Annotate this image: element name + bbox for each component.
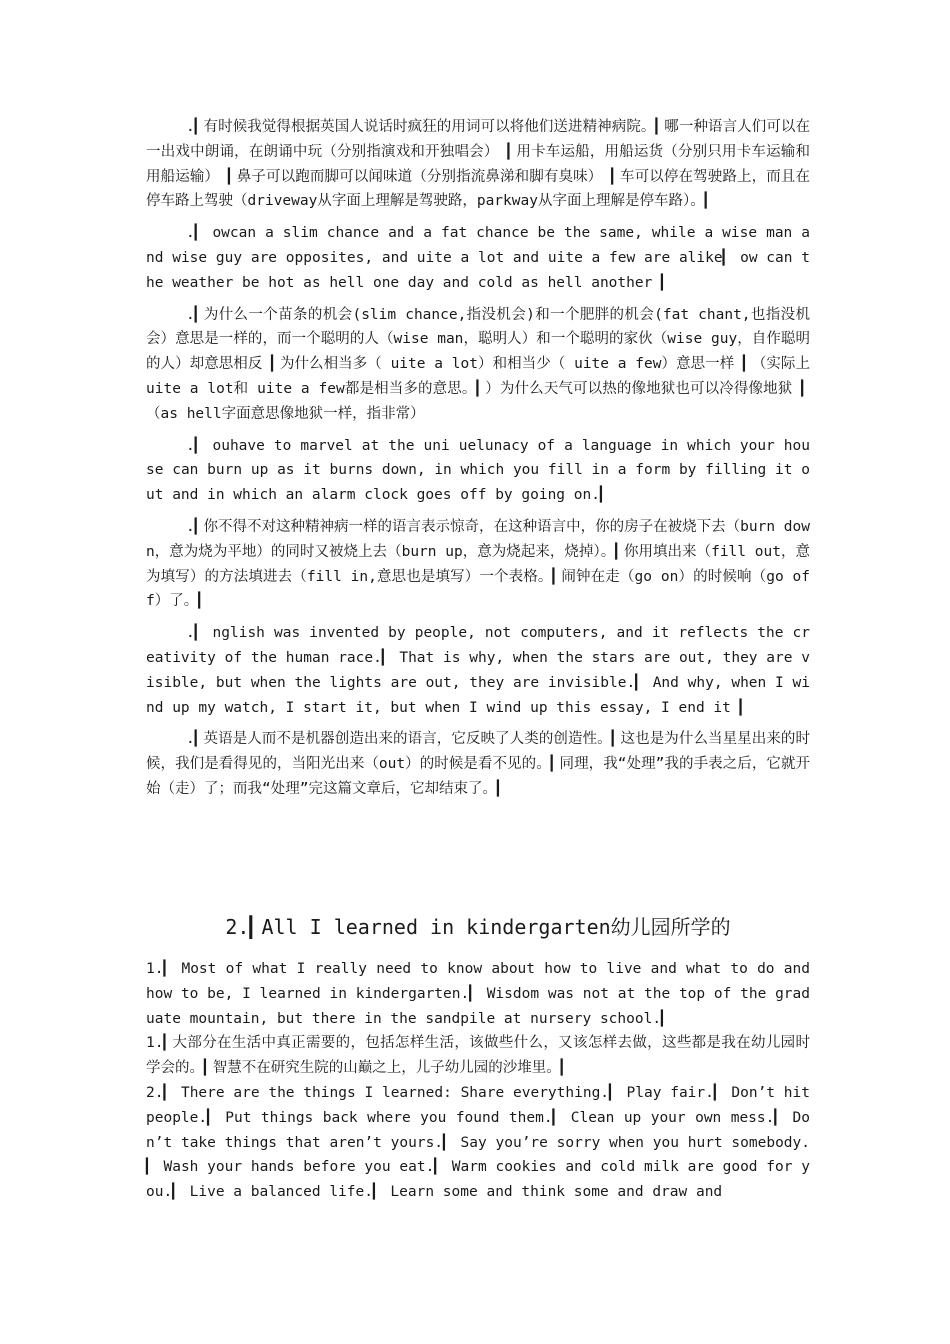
paragraph-invented-by-people-english: .▎ nglish was invented by people, not computers, and it reflects the creativity of the human race.▎ That is why, when the stars are out, they are visible, but when the lights are out, they are invisible.▎ And why, when I wind up my watch, I start it, but when I wind up this essay, I end it ▎ [146,625,810,716]
paragraph-chinese-english-words: .▎有时候我觉得根据英国人说话时疯狂的用词可以将他们送进精神病院。▎哪一种语言人们可以在一出戏中朗诵，在朗诵中玩（分别指演戏和开独唱会） ▎用卡车运船，用船运货（分别只用卡车运输和用船运输） ▎鼻子可以跑而脚可以闻味道（分别指流鼻涕和脚有臭味） ▎车可以停在驾驶路上，而且在停车路上驾驶（driveway从字面上理解是驾驶路，parkway从字面上理解是停车路）。▎ [146,119,810,210]
paragraph-slim-chance-chinese: .▎为什么一个苗条的机会(slim chance,指没机会)和一个肥胖的机会(fat chant,也指没机会）意思是一样的，而一个聪明的人（wise man，聪明人）和一个聪明的家伙（wise guy，自作聪明的人）却意思相反 ▎为什么相当多（ uite a lot）和相当少（ uite a few）意思一样 ▎（实际上 uite a lot和 uite a few都是相当多的意思。▎）为什么天气可以热的像地狱也可以冷得像地狱 ▎（as hell字面意思像地狱一样，指非常） [146,306,810,422]
section-kindergarten [146,957,810,1205]
item-1-english: 1.▎ Most of what I really need to know about how to live and what to do and how to be, I learned in kindergarten.▎ Wisdom was not at the top of the graduate mountain, but there in the sandpile at nursery school.▎ [146,961,810,1027]
paragraph-invented-by-people-chinese: .▎英语是人而不是机器创造出来的语言，它反映了人类的创造性。▎这也是为什么当星星出来的时候，我们是看得见的，当阳光出来（out）的时候是看不见的。▎同理，我“处理”我的手表之后，它就开始（走）了；而我“处理”完这篇文章后，它却结束了。▎ [146,731,810,797]
paragraph-burn-up-chinese: .▎你不得不对这种精神病一样的语言表示惊奇，在这种语言中，你的房子在被烧下去（burn down，意为烧为平地）的同时又被烧上去（burn up，意为烧起来，烧掉）。▎你用填出来（fill out，意为填写）的方法填进去（fill in,意思也是填写）一个表格。▎闹钟在走（go on）的时候响（go off）了。▎ [146,518,810,610]
section-heading-kindergarten: 2.▎All I learned in kindergarten幼儿园所学的 [225,915,731,939]
paragraph-burn-up-english: .▎ ouhave to marvel at the uni uelunacy of a language in which your house can burn up as it burns down, in which you fill in a form by filling it out and in which an alarm clock goes off by going on.▎ [146,437,810,504]
paragraph-slim-chance-english: .▎ owcan a slim chance and a fat chance be the same, while a wise man and wise guy are opposites, and uite a lot and uite a few are alike▎ ow can the weather be hot as hell one day and cold as hell another ▎ [146,225,810,291]
section-crazy-english [146,115,810,809]
item-2-english: 2.▎ There are the things I learned: Share everything.▎ Play fair.▎ Don’t hit people.▎ Put things back where you found them.▎ Clean up your own mess.▎ Don’t take things that aren’t yours.▎ Say you’re sorry when you hurt somebody.▎ Wash your hands before you eat.▎ Warm cookies and cold milk are good for you.▎ Live a balanced life.▎ Learn some and think some and draw and [146,1084,810,1201]
item-1-chinese: 1.▎大部分在生活中真正需要的，包括怎样生活，该做些什么，又该怎样去做，这些都是我在幼儿园时学会的。▎智慧不在研究生院的山巅之上，儿子幼儿园的沙堆里。▎ [146,1035,810,1077]
